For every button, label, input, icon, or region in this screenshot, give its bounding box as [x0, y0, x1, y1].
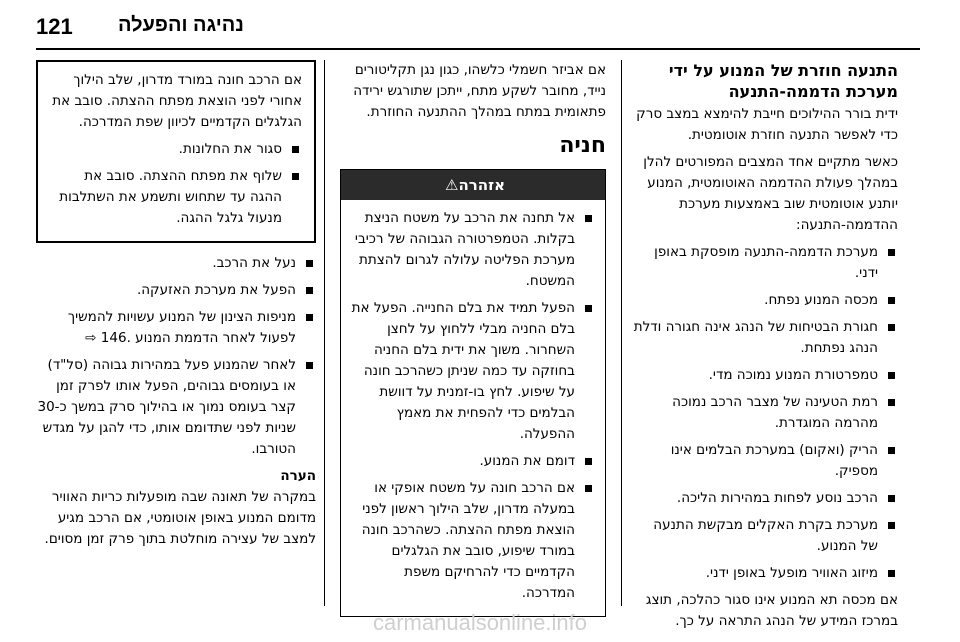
parking-steps-list [36, 253, 316, 460]
bullet-square-icon [888, 495, 895, 502]
page-reference[interactable]: .146 ⇨ [85, 330, 131, 346]
bullet-square-icon [888, 570, 895, 577]
intro-paragraph: ידית בורר ההילוכים חייבת להימצא במצב סרק כדי לאפשר התנעה חוזרת אוטומטית. [636, 106, 898, 143]
list-item: מכסה המנוע נפתח. [632, 290, 898, 311]
list-item: מערכת בקרת האקלים מבקשת התנעה של המנוע. [632, 515, 898, 557]
bullet-square-icon [585, 215, 592, 222]
list-item: אם הרכב חונה על משטח אופקי או במעלה מדרון, שלב הילוך ראשון לפני הוצאת מפתח ההצתה. כשהרכב חונה במורד שיפוע, סובב את הגלגלים הקדמיים כדי להרחיקם משפת המדרכה. [351, 478, 595, 604]
closing-paragraph: אם מכסה תא המנוע אינו סגור כהלכה, תוצג במרכז המידע של הנהג התראה על כך. [645, 592, 898, 629]
page-number: 121 [36, 14, 73, 39]
bullet-square-icon [888, 297, 895, 304]
voltage-drop-paragraph: אם אביזר חשמלי כלשהו, כגון נגן תקליטורים נייד, מחובר לשקע מתח, ייתכן שתורגש ירידה פתאומית במתח במהלך ההתנעה החוזרת. [353, 62, 606, 120]
bullet-square-icon [292, 173, 299, 180]
note-title: הערה [280, 468, 316, 484]
warning-body [341, 200, 605, 616]
list-item: הריק (ואקום) במערכת הבלמים אינו מספיק. [632, 440, 898, 482]
column-divider-right [621, 60, 622, 606]
list-item: חגורת הבטיחות של הנהג אינה חגורה ודלת הנהג נפתחת. [632, 317, 898, 359]
bullet-square-icon [292, 146, 299, 153]
list-item: דומם את המנוע. [351, 451, 595, 472]
middle-column [340, 60, 606, 617]
bullet-square-icon [306, 362, 313, 369]
bullet-square-icon [888, 372, 895, 379]
bullet-square-icon [888, 324, 895, 331]
bullet-square-icon [306, 287, 313, 294]
list-item: מערכת הדממה-התנעה מופסקת באופן ידני. [632, 242, 898, 284]
list-item: שלוף את מפתח ההצתה. סובב את ההגה עד שתחוש ותשמע את השתלבות מנעול גלגל ההגה. [50, 166, 302, 229]
left-column [36, 60, 316, 556]
list-item: אל תחנה את הרכב על משטח הניצת בקלות. הטמפרטורה הגבוהה של רכיבי מערכת הפליטה עלולה לגרום להצתת המשטח. [351, 208, 595, 292]
bullet-square-icon [888, 399, 895, 406]
conditions-list [632, 242, 898, 584]
right-column [632, 60, 898, 638]
page-header [0, 0, 960, 52]
header-rule [36, 48, 920, 50]
warning-title: אזהרה [458, 176, 506, 194]
list-item: הרכב נוסע לפחות במהירות הליכה. [632, 488, 898, 509]
list-item: מניפות הצינון של המנוע עשויות להמשיך לפעול לאחר הדממת המנוע .146 ⇨ [36, 307, 316, 349]
warning-list [351, 208, 595, 604]
list-item: לאחר שהמנוע פעל במהירות גבוהה (סל"ד) או בעומסים גבוהים, הפעל אותו לפרק זמן קצר בעומס נמוך או בהילוך סרק במשך כ-30 שניות לפני שתדומם אותו, כדי להגן על מגדש הטורבו. [36, 355, 316, 460]
continued-box [36, 60, 316, 243]
list-item: רמת הטעינה של מצבר הרכב נמוכה מהרמה המוגדרת. [632, 392, 898, 434]
box-list [50, 139, 302, 229]
box-paragraph: אם הרכב חונה במורד מדרון, שלב הילוך אחורי לפני הוצאת מפתח ההצתה. סובב את הגלגלים הקדמיים לכיוון שפת המדרכה. [52, 72, 302, 130]
bullet-square-icon [888, 447, 895, 454]
bullet-square-icon [585, 485, 592, 492]
warning-header [341, 170, 605, 200]
bullet-square-icon [585, 458, 592, 465]
watermark: carmanualsonline.info [372, 610, 588, 635]
list-item: מיזוג האוויר מופעל באופן ידני. [632, 563, 898, 584]
list-item: סגור את החלונות. [50, 139, 302, 160]
list-item: טמפרטורת המנוע נמוכה מדי. [632, 365, 898, 386]
bullet-square-icon [306, 314, 313, 321]
bullet-square-icon [888, 522, 895, 529]
bullet-square-icon [306, 260, 313, 267]
section-title-parking: חניה [559, 133, 606, 158]
list-item: הפעל תמיד את בלם החנייה. הפעל את בלם החניה מבלי ללחוץ על לחצן השחרור. משוך את ידית בלם החניה בחוזקה עד כמה שניתן כשהרכב חונה על שיפוע. לחץ בו-זמנית על דוושת הבלמים כדי להפחית את מאמץ ההפעלה. [351, 298, 595, 445]
list-item: נעל את הרכב. [36, 253, 316, 274]
page-ref-icon: ⇨ [85, 330, 97, 346]
section-heading-restart: התנעה חוזרת של המנוע על ידי מערכת הדממה-התנעה [668, 61, 898, 101]
running-title: נהיגה והפעלה [118, 14, 244, 36]
conditions-paragraph: כאשר מתקיים אחד המצבים המפורטים להלן במהלך פעולת ההדממה האוטומטית, המנוע יותנע אוטומטית שוב באמצעות מערכת ההדממה-התנעה: [643, 154, 898, 233]
bullet-square-icon [888, 249, 895, 256]
column-divider-left [324, 60, 325, 606]
note-paragraph: במקרה של תאונה שבה מופעלות כריות האוויר מדומם המנוע באופן אוטומטי, אם הרכב מגיע למצב של עצירה מוחלטת בתוך פרק זמן מסוים. [44, 489, 316, 547]
warning-box [340, 169, 606, 617]
list-item: הפעל את מערכת האזעקה. [36, 280, 316, 301]
bullet-square-icon [585, 305, 592, 312]
warning-triangle-icon: ⚠ [444, 176, 459, 194]
